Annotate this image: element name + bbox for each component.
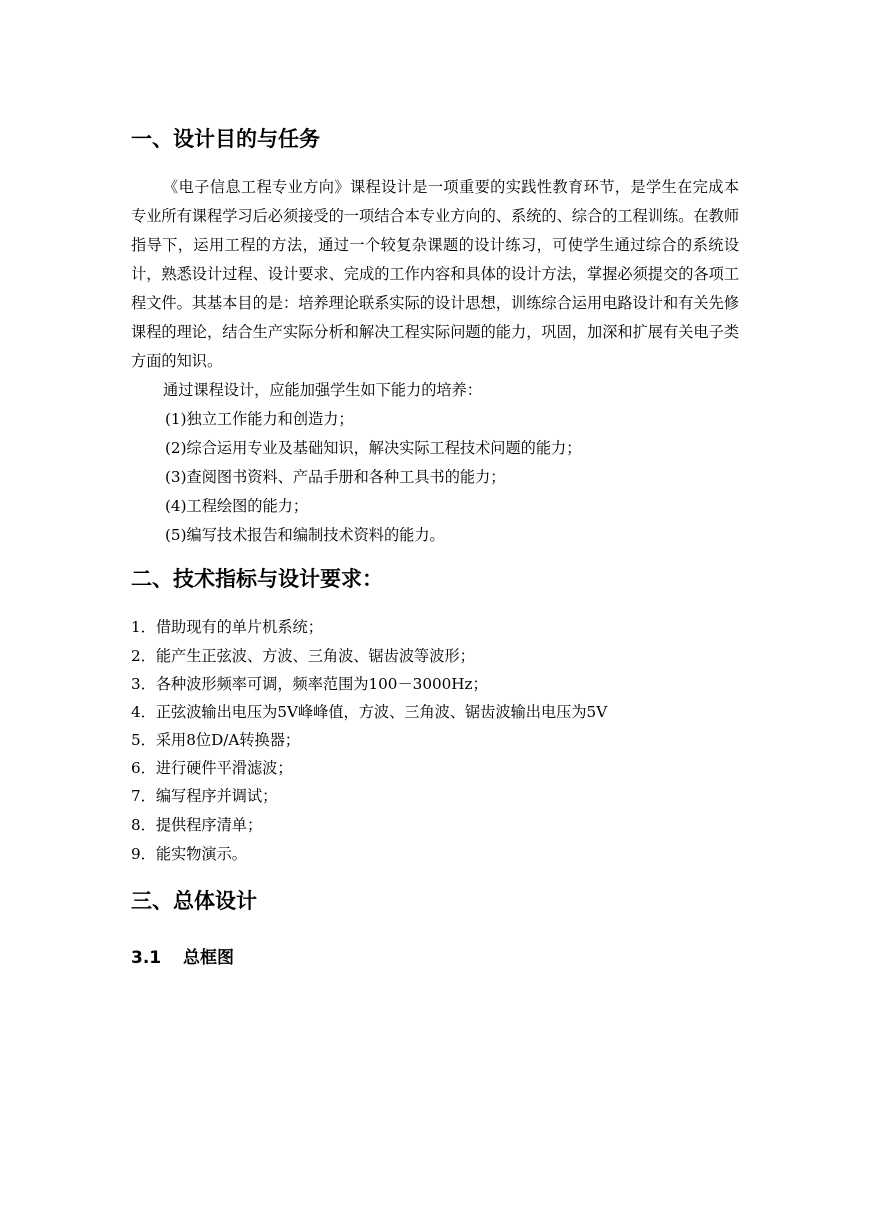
requirement-item-6: 6．进行硬件平滑滤波； [131,759,293,777]
requirement-item-3: 3．各种波形频率可调，频率范围为100－3000Hz； [131,675,488,693]
requirement-item-4: 4．正弦波输出电压为5V峰峰值，方波、三角波、锯齿波输出电压为5V [131,703,608,721]
section3-heading: 三、总体设计 [131,889,257,913]
section2-heading: 二、技术指标与设计要求： [131,567,383,591]
section1-paragraph: 《电子信息工程专业方向》课程设计是一项重要的实践性教育环节，是学生在完成本专业所有课程学习后必须接受的一项结合本专业方向的、系统的、综合的工程训练。在教师指导下，运用工程的方法，通过一个较复杂课题的设计练习，可使学生通过综合的系统设计，熟悉设计过程、设计要求、完成的工作内容和具体的设计方法，掌握必须提交的各项工程文件。其基本目的是：培养理论联系实际的设计思想，训练综合运用电路设计和有关先修课程的理论，结合生产实际分析和解决工程实际问题的能力，巩固，加深和扩展有关电子类方面的知识。 [131,178,739,370]
requirement-item-2: 2．能产生正弦波、方波、三角波、锯齿波等波形； [131,647,475,665]
subsection-number: 3.1 [131,948,162,968]
subsection-heading [131,946,234,970]
ability-item-1: (1)独立工作能力和创造力； [165,410,354,428]
ability-item-2: (2)综合运用专业及基础知识，解决实际工程技术问题的能力； [165,439,582,457]
ability-item-3: (3)查阅图书资料、产品手册和各种工具书的能力； [165,468,506,486]
subsection-title: 总框图 [183,948,234,968]
requirement-item-7: 7．编写程序并调试； [131,787,278,805]
abilities-intro: 通过课程设计，应能加强学生如下能力的培养： [163,381,482,399]
section1-heading: 一、设计目的与任务 [131,127,320,151]
requirement-item-1: 1．借助现有的单片机系统； [131,618,323,636]
ability-item-5: (5)编写技术报告和编制技术资料的能力。 [165,526,445,544]
requirement-item-9: 9．能实物演示。 [131,845,247,863]
requirement-item-8: 8．提供程序清单； [131,816,263,834]
requirement-item-5: 5．采用8位D/A转换器； [131,731,301,749]
ability-item-4: (4)工程绘图的能力； [165,497,309,515]
